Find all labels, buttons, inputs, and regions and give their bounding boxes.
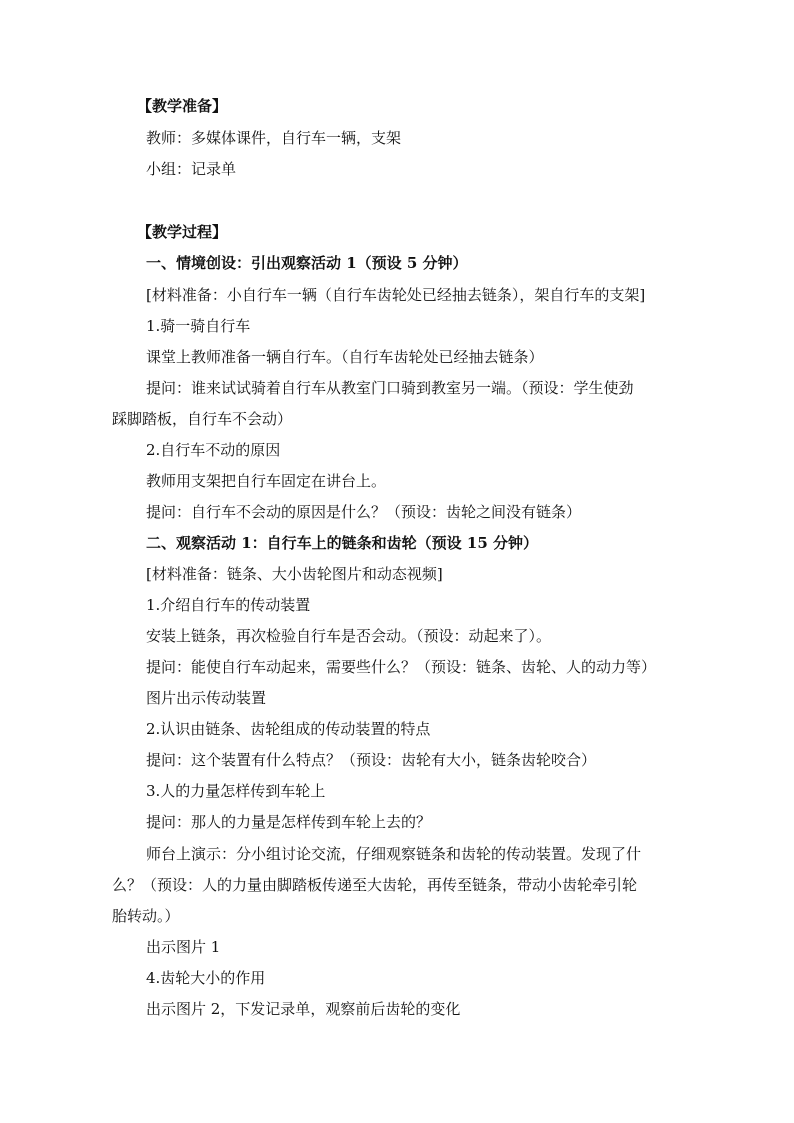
s2-item1-text1: 安装上链条，再次检验自行车是否会动。（预设：动起来了）。 <box>146 627 552 645</box>
section1-title: 一、情境创设：引出观察活动 1（预设 5 分钟） <box>146 254 468 272</box>
prep-group: 小组：记录单 <box>146 160 237 178</box>
s1-item2-text1: 教师用支架把自行车固定在讲台上。 <box>146 472 387 490</box>
s2-item3: 3.人的力量怎样传到车轮上 <box>146 782 326 800</box>
s2-item4: 4.齿轮大小的作用 <box>146 969 266 987</box>
section2-title: 二、观察活动 1：自行车上的链条和齿轮（预设 15 分钟） <box>146 534 538 552</box>
s2-item4-text1: 出示图片 2，下发记录单，观察前后齿轮的变化 <box>146 1000 461 1018</box>
section2-materials: [材料准备：链条、大小齿轮图片和动态视频] <box>146 565 443 583</box>
s2-item3-text2b: 么？（预设：人的力量由脚踏板传递至大齿轮，再传至链条，带动小齿轮牵引轮 <box>112 876 638 894</box>
s1-item1: 1.骑一骑自行车 <box>146 317 251 335</box>
s1-item1-text1: 课堂上教师准备一辆自行车。（自行车齿轮处已经抽去链条） <box>146 348 544 366</box>
s2-item3-text1: 提问：那人的力量是怎样传到车轮上去的？ <box>146 813 432 831</box>
prep-teacher: 教师：多媒体课件，自行车一辆，支架 <box>146 129 402 147</box>
process-heading: 【教学过程】 <box>137 223 228 241</box>
s1-item2-text2: 提问：自行车不会动的原因是什么？（预设：齿轮之间没有链条） <box>146 503 582 521</box>
s2-item3-text2c: 胎转动。） <box>112 907 180 925</box>
s2-item1-text2: 提问：能使自行车动起来，需要些什么？（预设：链条、齿轮、人的动力等） <box>146 658 657 676</box>
s1-item2: 2.自行车不动的原因 <box>146 441 281 459</box>
s2-item2: 2.认识由链条、齿轮组成的传动装置的特点 <box>146 720 431 738</box>
s1-item1-text2b: 踩脚踏板，自行车不会动） <box>112 410 293 428</box>
s2-item3-text3: 出示图片 1 <box>146 938 221 956</box>
section1-materials: [材料准备：小自行车一辆（自行车齿轮处已经抽去链条），架自行车的支架] <box>146 286 646 304</box>
s2-item3-text2a: 师台上演示：分小组讨论交流，仔细观察链条和齿轮的传动装置。发现了什 <box>146 845 642 863</box>
s2-item1-text3: 图片出示传动装置 <box>146 689 267 707</box>
prep-heading: 【教学准备】 <box>137 97 228 115</box>
s2-item2-text1: 提问：这个装置有什么特点？（预设：齿轮有大小，链条齿轮咬合） <box>146 751 597 769</box>
s1-item1-text2a: 提问：谁来试试骑着自行车从教室门口骑到教室另一端。（预设：学生使劲 <box>146 379 634 397</box>
s2-item1: 1.介绍自行车的传动装置 <box>146 596 311 614</box>
